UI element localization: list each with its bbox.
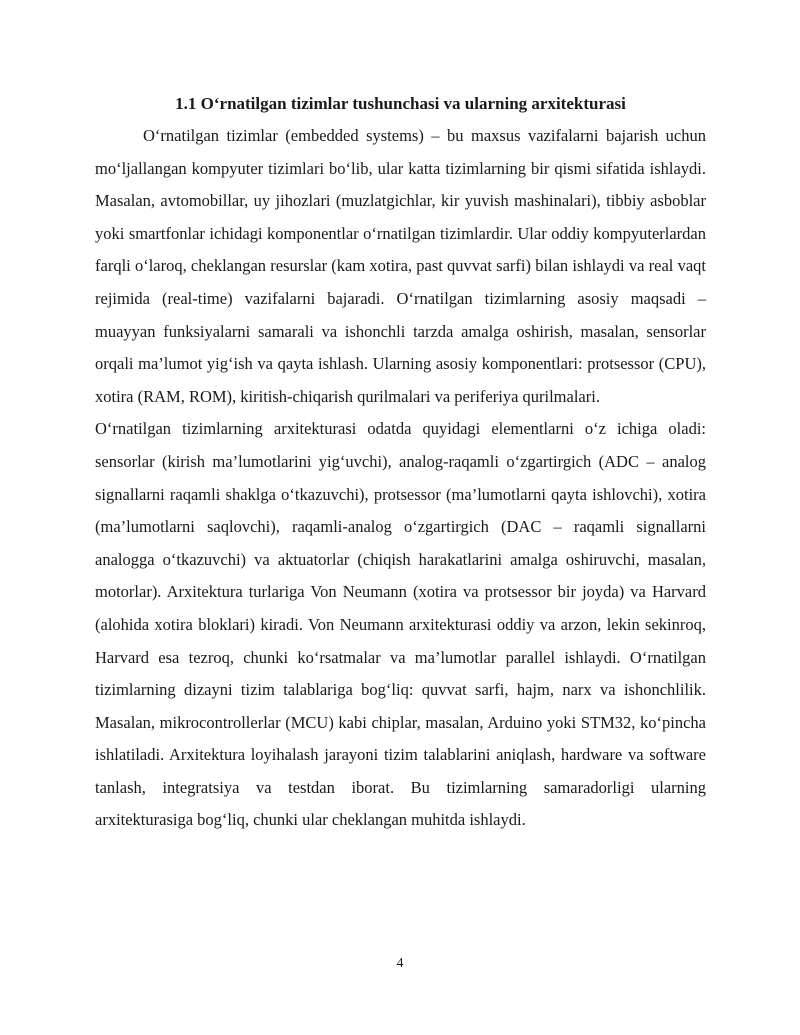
paragraph-architecture: O‘rnatilgan tizimlarning arxitekturasi odatda quyidagi elementlarni o‘z ichiga oladi: sensorlar (kirish ma’lumotlarini yig‘uvchi), analog-raqamli o‘zgartirgich (ADC – analog signallarni raqamli shaklga o‘tkazuvchi), protsessor (ma’lumotlarni qayta ishlovchi), xotira (ma’lumotlarni saqlovchi), raqamli-analog o‘zgartirgich (DAC – raqamli signallarni analogga o‘tkazuvchi) va aktuatorlar (chiqish harakatlarini amalga oshiruvchi, masalan, motorlar). Arxitektura turlariga Von Neumann (xotira va protsessor bir joyda) va Harvard (alohida xotira bloklari) kiradi. Von Neumann arxitekturasi oddiy va arzon, lekin sekinroq, Harvard esa tezroq, chunki ko‘rsatmalar va ma’lumotlar parallel ishlaydi. O‘rnatilgan tizimlarning dizayni tizim talablariga bog‘liq: quvvat sarfi, hajm, narx va ishonchlilik. Masalan, mikrocontrollerlar (MCU) kabi chiplar, masalan, Arduino yoki STM32, ko‘pincha ishlatiladi. Arxitektura loyihalash jarayoni tizim talablarini aniqlash, hardware va software tanlash, integratsiya va testdan iborat. Bu tizimlarning samaradorligi ularning arxitekturasiga bog‘liq, chunki ular cheklangan muhitda ishlaydi.	[95, 419, 706, 830]
page-number: 4	[396, 956, 404, 971]
page-content	[95, 88, 706, 837]
section-heading: 1.1 O‘rnatilgan tizimlar tushunchasi va ularning arxitekturasi	[175, 94, 626, 113]
paragraph-definition: O‘rnatilgan tizimlar (embedded systems) – bu maxsus vazifalarni bajarish uchun mo‘ljallangan kompyuter tizimlari bo‘lib, ular katta tizimlarning bir qismi sifatida ishlaydi. Masalan, avtomobillar, uy jihozlari (muzlatgichlar, kir yuvish mashinalari), tibbiy asboblar yoki smartfonlar ichidagi komponentlar o‘rnatilgan tizimlardir. Ular oddiy kompyuterlardan farqli o‘laroq, cheklangan resurslar (kam xotira, past quvvat sarfi) bilan ishlaydi va real vaqt rejimida (real-time) vazifalarni bajaradi. O‘rnatilgan tizimlarning asosiy maqsadi – muayyan funksiyalarni samarali va ishonchli tarzda amalga oshirish, masalan, sensorlar orqali ma’lumot yig‘ish va qayta ishlash. Ularning asosiy komponentlari: protsessor (CPU), xotira (RAM, ROM), kiritish-chiqarish qurilmalari va periferiya qurilmalari.	[95, 126, 706, 406]
